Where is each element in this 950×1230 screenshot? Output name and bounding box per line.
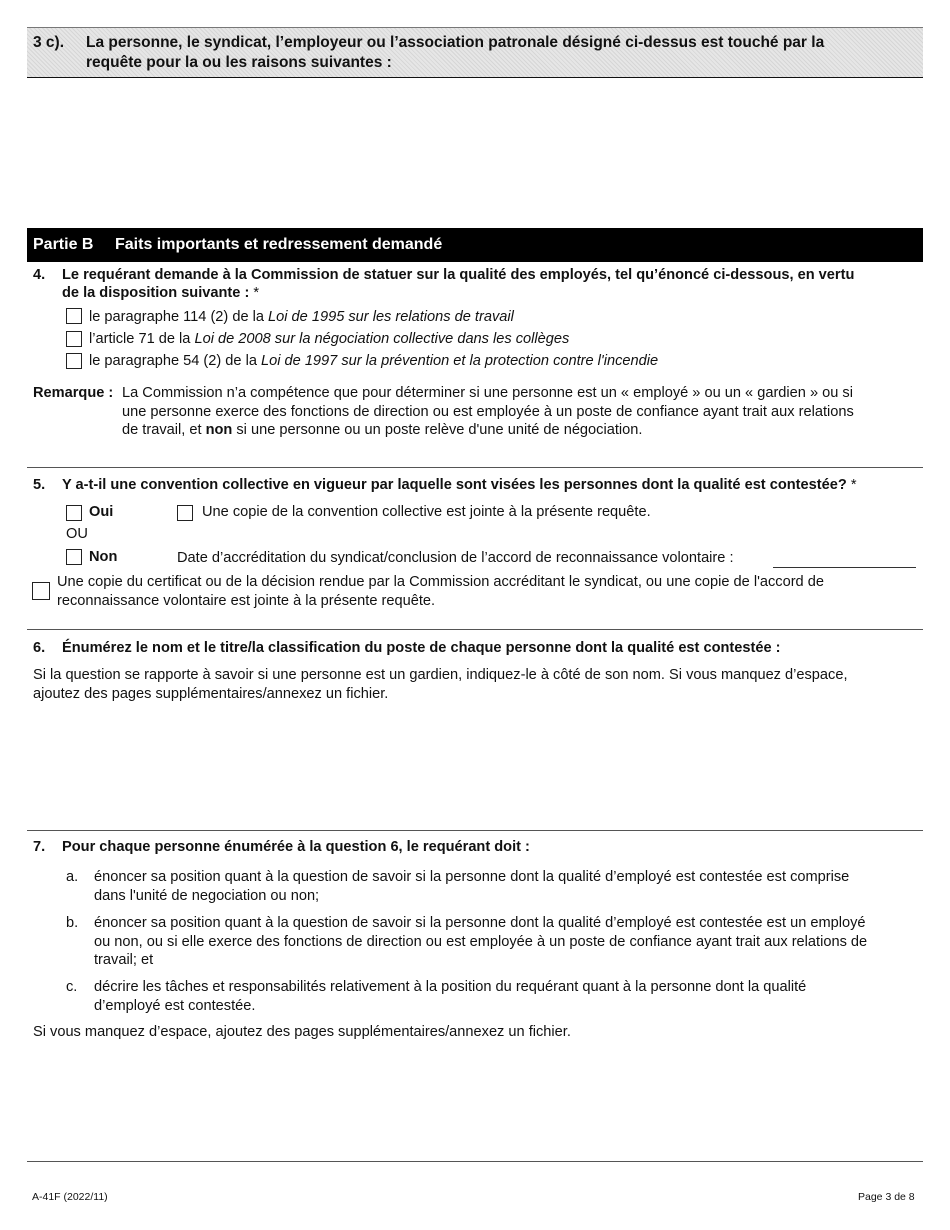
q6-note-line1: Si la question se rapporte à savoir si une personne est un gardien, indiquez-le à côté de son nom. Si vous manquez d’espace, <box>33 667 848 683</box>
q4-option-3-label: le paragraphe 54 (2) de la Loi de 1997 sur la prévention et la protection contre l'incendie <box>89 353 659 369</box>
q5-non-label: Non <box>89 549 118 565</box>
form-id: A-41F (2022/11) <box>32 1191 108 1203</box>
q7-item-b-letter: b. <box>66 915 79 931</box>
required-marker: * <box>850 477 857 493</box>
q5-number: 5. <box>33 477 46 493</box>
q7-question: Pour chaque personne énumérée à la question 6, le requérant doit : <box>62 839 530 855</box>
section-3c-heading-line1: La personne, le syndicat, l’employeur ou l’association patronale désigné ci-dessus est touché par la <box>86 34 825 51</box>
divider <box>27 830 923 831</box>
remark-line1: La Commission n’a compétence que pour déterminer si une personne est un « employé » ou un « gardien » ou si <box>122 385 853 401</box>
q4-option-1-checkbox[interactable] <box>66 308 82 324</box>
q7-answer-area[interactable] <box>27 1045 923 1155</box>
q4-option-2-checkbox[interactable] <box>66 331 82 347</box>
q7-number: 7. <box>33 839 46 855</box>
part-b-title: Faits importants et redressement demandé <box>115 236 443 253</box>
q5-certificate-line1: Une copie du certificat ou de la décision rendue par la Commission accréditant le syndicat, ou une copie de l'accord de <box>57 574 824 590</box>
q5-accreditation-date-label: Date d’accréditation du syndicat/conclusion de l’accord de reconnaissance volontaire : <box>177 550 734 566</box>
q4-number: 4. <box>33 267 46 283</box>
q4-option-3-checkbox[interactable] <box>66 353 82 369</box>
remark-label: Remarque : <box>33 385 114 401</box>
q6-note-line2: ajoutez des pages supplémentaires/annexez un fichier. <box>33 686 389 702</box>
divider <box>27 629 923 630</box>
q4-question-line2: de la disposition suivante : * <box>62 285 260 301</box>
q5-copy-agreement-checkbox[interactable] <box>177 505 193 521</box>
q7-item-a-line1: énoncer sa position quant à la question de savoir si la personne dont la qualité d’employé est contestée est comprise <box>94 869 850 885</box>
q7-item-b-line2: ou non, ou si elle exerce des fonctions de direction ou est employée à un poste de confiance ayant trait aux relations de <box>94 934 868 950</box>
section-3c-answer-area[interactable] <box>27 80 923 225</box>
q7-item-a-line2: dans l'unité de negociation ou non; <box>94 888 320 904</box>
required-marker: * <box>253 285 260 301</box>
q5-or-label: OU <box>66 526 88 542</box>
q7-note: Si vous manquez d’espace, ajoutez des pages supplémentaires/annexez un fichier. <box>33 1024 571 1040</box>
remark-line3: de travail, et non si une personne ou un poste relève d'une unité de négociation. <box>122 422 643 438</box>
footer-divider <box>27 1161 923 1162</box>
q7-item-a-letter: a. <box>66 869 79 885</box>
remark-line2: une personne exerce des fonctions de direction ou est employée à un poste de confiance ayant trait aux relations <box>122 404 854 420</box>
q5-non-checkbox[interactable] <box>66 549 82 565</box>
part-b-label: Partie B <box>33 236 94 253</box>
q7-item-c-letter: c. <box>66 979 78 995</box>
divider <box>27 467 923 468</box>
q5-question: Y a-t-il une convention collective en vigueur par laquelle sont visées les personnes dont la qualité est contestée? * <box>62 477 857 493</box>
q5-certificate-line2: reconnaissance volontaire est jointe à la présente requête. <box>57 593 436 609</box>
q5-copy-agreement-label: Une copie de la convention collective est jointe à la présente requête. <box>202 504 651 520</box>
q4-question-line1: Le requérant demande à la Commission de statuer sur la qualité des employés, tel qu’énoncé ci-dessous, en vertu <box>62 267 855 283</box>
q5-accreditation-date-field[interactable] <box>773 551 916 568</box>
q5-oui-label: Oui <box>89 504 114 520</box>
q7-item-b-line3: travail; et <box>94 952 154 968</box>
q6-answer-area[interactable] <box>27 708 923 826</box>
q6-number: 6. <box>33 640 46 656</box>
q7-item-c-line1: décrire les tâches et responsabilités relativement à la position du requérant quant à la personne dont la qualité <box>94 979 807 995</box>
q6-question: Énumérez le nom et le titre/la classification du poste de chaque personne dont la qualité est contestée : <box>62 640 781 656</box>
q7-item-b-line1: énoncer sa position quant à la question de savoir si la personne dont la qualité d’employé est contestée est un employé <box>94 915 866 931</box>
q7-item-c-line2: d’employé est contestée. <box>94 998 256 1014</box>
section-3c-heading-line2: requête pour la ou les raisons suivantes : <box>86 54 392 71</box>
section-3c-number: 3 c). <box>33 34 65 51</box>
q4-option-2-label: l’article 71 de la Loi de 2008 sur la négociation collective dans les collèges <box>89 331 570 347</box>
q5-certificate-checkbox[interactable] <box>32 582 50 600</box>
q5-oui-checkbox[interactable] <box>66 505 82 521</box>
q4-option-1-label: le paragraphe 114 (2) de la Loi de 1995 sur les relations de travail <box>89 309 514 325</box>
page-number: Page 3 de 8 <box>858 1191 915 1203</box>
part-b-header <box>27 228 923 262</box>
